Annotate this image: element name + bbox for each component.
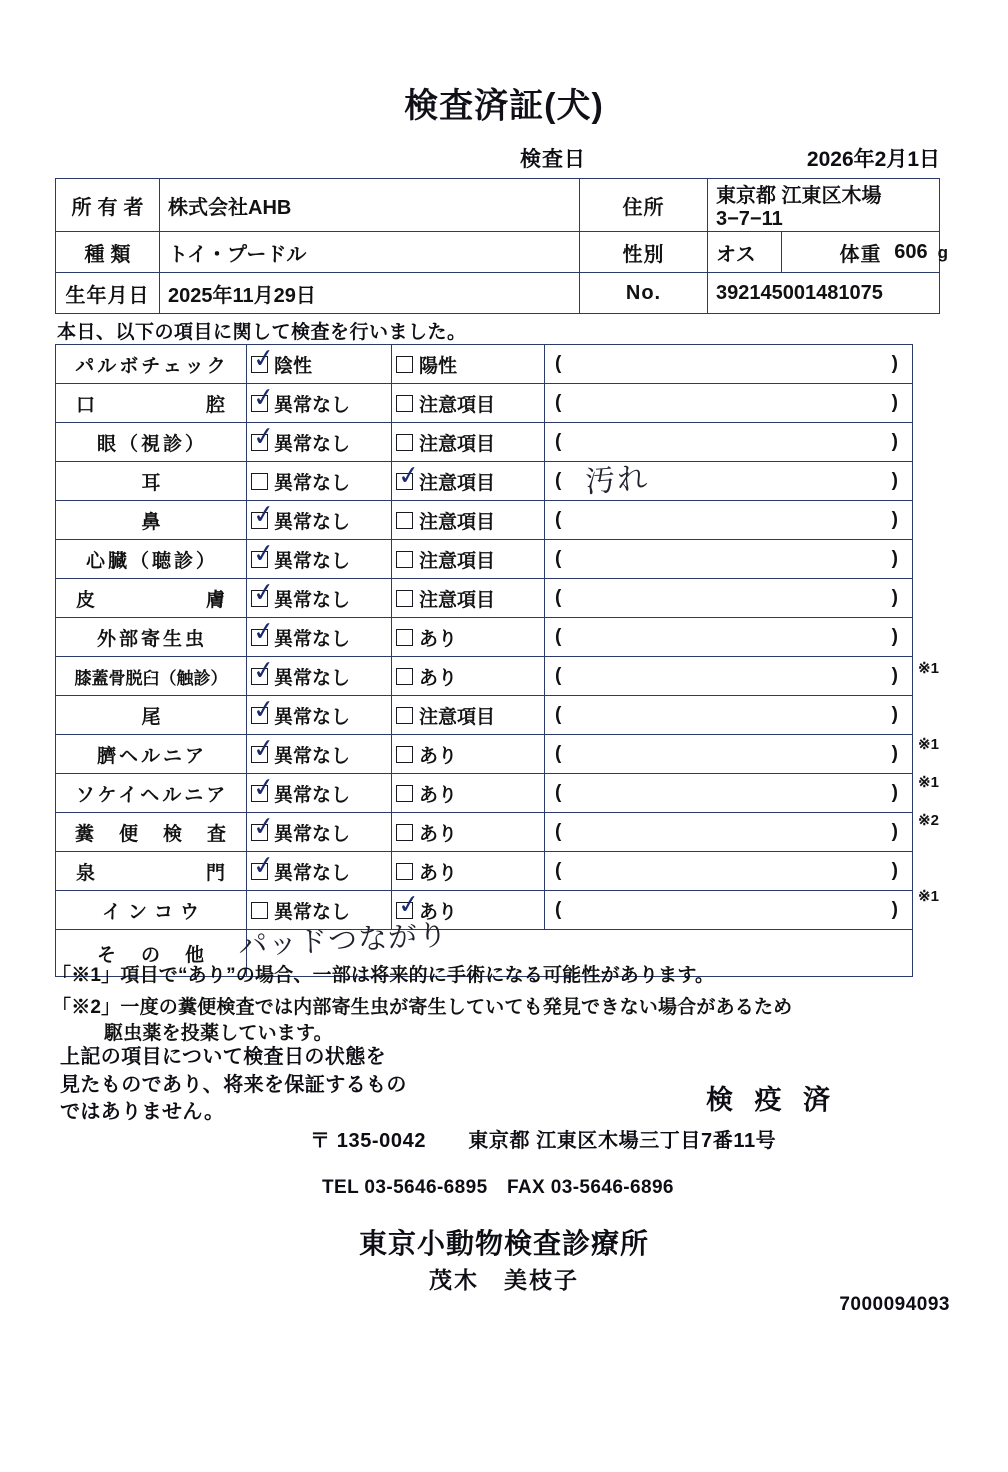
footnote-marker: ※1 [918,660,939,677]
checkbox-icon[interactable] [251,473,268,490]
paren-open: ( [555,431,562,452]
checkbox-label: 異常なし [274,667,351,689]
paren-open: ( [555,587,562,608]
remarks-cell [545,813,913,852]
checkbox-label: 異常なし [274,628,351,650]
checkbox-option-1[interactable] [247,654,392,696]
no-value: 392145001481075 [708,273,940,314]
checkbox-icon[interactable] [396,629,413,646]
remarks-cell [545,384,913,423]
table-row [56,232,940,273]
weight-unit: g [937,242,948,262]
checkbox-option-2[interactable] [392,774,545,813]
checkbox-option-1[interactable] [247,849,392,891]
intro-text: 本日、以下の項目に関して検査を行いました。 [57,322,467,343]
serial-number: 7000094093 [839,1294,950,1315]
inspection-item-label: 外部寄生虫 [56,618,247,657]
checkbox-icon[interactable] [251,654,277,686]
table-row [56,384,913,423]
checkbox-option-2[interactable] [392,501,545,540]
remarks-cell [545,696,913,735]
inspection-item-label: 膝蓋骨脱臼（触診） [56,657,247,696]
clinic-name: 東京小動物検査診療所 [358,1228,649,1259]
table-row [56,540,913,579]
address-label: 住所 [580,179,708,232]
inspection-item-label: 眼（視診） [56,423,247,462]
sex-label: 性別 [580,232,708,273]
address-value: 東京都 江東区木場3−7−11 [708,179,940,232]
checkbox-icon[interactable] [251,615,277,647]
exam-date-value: 2026年2月1日 [806,148,940,171]
inspection-item-label: ソケイヘルニア [56,774,247,813]
remarks-cell [545,501,913,540]
checkbox-icon[interactable] [251,849,277,881]
paren-close: ) [891,665,898,686]
handwritten-ear-note: 汚れ [584,461,651,500]
inspection-item-label: 尾 [56,696,247,735]
paren-open: ( [555,743,562,764]
breed-value: トイ・プードル [160,232,580,273]
checkbox-icon[interactable] [251,693,277,725]
table-row [56,852,913,891]
remarks-cell [545,345,913,384]
checkbox-option-2[interactable] [392,618,545,657]
inspection-item-label: 心臓（聴診） [56,540,247,579]
remarks-cell [545,618,913,657]
paren-close: ) [891,587,898,608]
checkbox-option-1[interactable] [247,537,392,579]
birth-value: 2025年11月29日 [160,273,580,314]
table-row [56,735,913,774]
footnote-2: 「※2」一度の糞便検査では内部寄生虫が寄生していても発見できない場合があるため [52,997,793,1018]
checkbox-label: あり [419,784,458,806]
weight-value: 606 [894,240,928,263]
guarantee-text [60,1044,407,1127]
table-row [56,579,913,618]
checkbox-icon[interactable] [396,785,413,802]
checkbox-icon[interactable] [251,381,277,413]
checkbox-label: 注意項目 [419,589,496,611]
paren-open: ( [555,899,562,920]
table-row [56,891,913,930]
checkbox-option-2[interactable] [392,657,545,696]
checkbox-icon[interactable] [251,902,268,919]
checkmark-icon: ✓ [251,654,277,686]
footnote-marker: ※1 [918,736,939,753]
checkbox-label: 異常なし [274,511,351,533]
checkbox-option-1[interactable] [247,462,392,501]
checkmark-icon: ✓ [251,771,277,803]
checkbox-label: 注意項目 [419,394,496,416]
checkbox-label: 注意項目 [419,706,496,728]
table-row [56,774,913,813]
guarantee-line: ではありません。 [60,1101,225,1124]
footnote-marker: ※1 [918,888,939,905]
weight-label: 体重 [782,232,940,273]
checkbox-option-2[interactable] [392,579,545,618]
checkmark-icon: ✓ [251,732,277,764]
other-label: そ の 他 [56,930,247,977]
checkbox-label: 異常なし [274,784,351,806]
checkbox-icon[interactable] [396,824,413,841]
checkbox-icon[interactable] [396,356,413,373]
table-row [56,423,913,462]
checkbox-label: あり [419,862,458,884]
inspection-item-label: 泉 門 [56,852,247,891]
checkbox-option-2[interactable] [392,384,545,423]
sex-value: オス [708,232,782,273]
checkbox-option-1[interactable] [247,615,392,657]
checkbox-label: あり [419,745,458,767]
remarks-cell [545,735,913,774]
checkbox-icon[interactable] [251,810,277,842]
inspection-item-label: 鼻 [56,501,247,540]
checkbox-option-1[interactable] [247,498,392,540]
table-row [56,696,913,735]
paren-open: ( [555,548,562,569]
paren-close: ) [891,392,898,413]
page-title: 検査済証(犬) [404,87,604,125]
inspection-item-label: 皮 膚 [56,579,247,618]
checkbox-icon[interactable] [396,395,413,412]
inspection-item-label: パルボチェック [56,345,247,384]
paren-open: ( [555,782,562,803]
checkmark-icon: ✓ [396,459,422,491]
checkbox-option-1[interactable] [247,810,392,852]
checkbox-label: あり [419,628,458,650]
checkbox-label: 陽性 [419,355,458,377]
checkmark-icon: ✓ [251,537,277,569]
remarks-cell [545,579,913,618]
checkbox-label: あり [419,823,458,845]
paren-open: ( [555,392,562,413]
checkbox-label: 注意項目 [419,433,496,455]
checkbox-icon[interactable] [251,771,277,803]
paren-open: ( [555,821,562,842]
table-row [56,462,913,501]
table-row [56,813,913,852]
checkbox-label: 異常なし [274,745,351,767]
checkbox-label: 異常なし [274,706,351,728]
checkbox-option-2[interactable] [392,735,545,774]
checkbox-option-2[interactable] [392,540,545,579]
breed-label: 種類 [56,232,160,273]
footnote-1: 「※1」項目で“あり”の場合、一部は将来的に手術になる可能性があります。 [52,965,715,986]
checkbox-option-1[interactable] [247,420,392,462]
table-row [56,618,913,657]
owner-label: 所有者 [56,179,160,232]
checkbox-icon[interactable] [396,590,413,607]
clinic-contact: TEL 03-5646-6895 FAX 03-5646-6896 [322,1177,674,1198]
exam-date-label: 検査日 [520,148,586,171]
checkbox-label: 異常なし [274,472,351,494]
paren-open: ( [555,470,562,491]
handwritten-other-note: パッドつながり [237,919,449,963]
checkbox-option-1[interactable] [247,771,392,813]
inspection-item-label: 口 腔 [56,384,247,423]
checkmark-icon: ✓ [251,498,277,530]
checkbox-icon[interactable] [396,863,413,880]
table-row [56,179,940,232]
checkbox-icon[interactable] [251,420,277,452]
paren-close: ) [891,626,898,647]
paren-close: ) [891,782,898,803]
paren-close: ) [891,353,898,374]
footnote-2b: 駆虫薬を投薬しています。 [104,1023,333,1044]
paren-open: ( [555,353,562,374]
checkmark-icon: ✓ [396,888,422,920]
checkmark-icon: ✓ [251,615,277,647]
checkmark-icon: ✓ [251,693,277,725]
paren-open: ( [555,509,562,530]
checkbox-option-1[interactable] [247,693,392,735]
no-label: No. [580,273,708,314]
inspection-item-label: 臍ヘルニア [56,735,247,774]
owner-value: 株式会社AHB [160,179,580,232]
quarantine-stamp: 検 疫 済 [706,1085,838,1115]
checkbox-icon[interactable] [396,746,413,763]
checkmark-icon: ✓ [251,381,277,413]
checkbox-icon[interactable] [396,459,422,491]
checkmark-icon: ✓ [251,420,277,452]
paren-close: ) [891,704,898,725]
checkbox-icon[interactable] [251,732,277,764]
clinic-address-line [310,1124,776,1153]
paren-open: ( [555,626,562,647]
checkmark-icon: ✓ [251,576,277,608]
footnote-marker: ※2 [918,812,939,829]
checkbox-icon[interactable] [396,512,413,529]
remarks-cell [545,891,913,930]
guarantee-line: 見たものであり、将来を保証するもの [60,1073,407,1096]
paren-close: ) [891,821,898,842]
checkbox-option-2[interactable] [392,459,545,501]
paren-open: ( [555,704,562,725]
checkbox-label: 異常なし [274,394,351,416]
animal-info-table [55,178,948,314]
table-row [56,501,913,540]
paren-close: ) [891,860,898,881]
paren-close: ) [891,470,898,491]
checkbox-option-2[interactable] [392,345,545,384]
paren-close: ) [891,509,898,530]
checkbox-label: 異常なし [274,901,351,923]
table-row [56,657,913,696]
checkbox-label: あり [419,667,458,689]
checkbox-label: 異常なし [274,823,351,845]
paren-open: ( [555,860,562,881]
checkbox-option-2[interactable] [392,423,545,462]
checkbox-icon[interactable] [251,498,277,530]
checkbox-icon[interactable] [396,551,413,568]
checkbox-label: 異常なし [274,433,351,455]
checkbox-option-1[interactable] [247,732,392,774]
checkbox-label: 陰性 [274,355,313,377]
checkbox-option-1[interactable] [247,576,392,618]
checkbox-option-1[interactable] [247,381,392,423]
clinic-person: 茂木 美枝子 [429,1267,579,1293]
checkbox-label: 異常なし [274,589,351,611]
guarantee-line: 上記の項目について検査日の状態を [60,1046,386,1068]
checkbox-icon[interactable] [251,537,277,569]
table-row [56,273,940,314]
checkmark-icon: ✓ [251,810,277,842]
paren-open: ( [555,665,562,686]
remarks-cell [545,852,913,891]
birth-label: 生年月日 [56,273,160,314]
paren-close: ) [891,548,898,569]
checkbox-label: 注意項目 [419,511,496,533]
inspection-item-label: インコウ [56,891,247,930]
checkbox-label: 注意項目 [419,550,496,572]
footnote-marker: ※1 [918,774,939,791]
checkbox-label: 異常なし [274,862,351,884]
checkbox-label: 異常なし [274,550,351,572]
checkbox-icon[interactable] [396,434,413,451]
remarks-cell [545,657,913,696]
checkbox-label: あり [419,901,458,923]
inspection-items-table [55,344,913,977]
checkbox-option-1[interactable] [247,342,392,384]
remarks-cell [545,540,913,579]
checkbox-icon[interactable] [396,668,413,685]
clinic-zip: 〒 135-0042 [310,1130,427,1152]
checkbox-icon[interactable] [251,342,277,374]
inspection-item-label: 糞 便 検 査 [56,813,247,852]
exam-date-row [520,143,940,173]
paren-close: ) [891,899,898,920]
paren-close: ) [891,743,898,764]
paren-close: ) [891,431,898,452]
checkbox-option-2[interactable] [392,813,545,852]
checkbox-option-2[interactable] [392,852,545,891]
checkmark-icon: ✓ [251,849,277,881]
checkmark-icon: ✓ [251,342,277,374]
inspection-item-label: 耳 [56,462,247,501]
clinic-address: 東京都 江東区木場三丁目7番11号 [468,1130,777,1152]
checkbox-icon[interactable] [396,707,413,724]
remarks-cell [545,774,913,813]
checkbox-icon[interactable] [251,576,277,608]
checkbox-option-2[interactable] [392,696,545,735]
table-row [56,345,913,384]
checkbox-label: 注意項目 [419,472,496,494]
